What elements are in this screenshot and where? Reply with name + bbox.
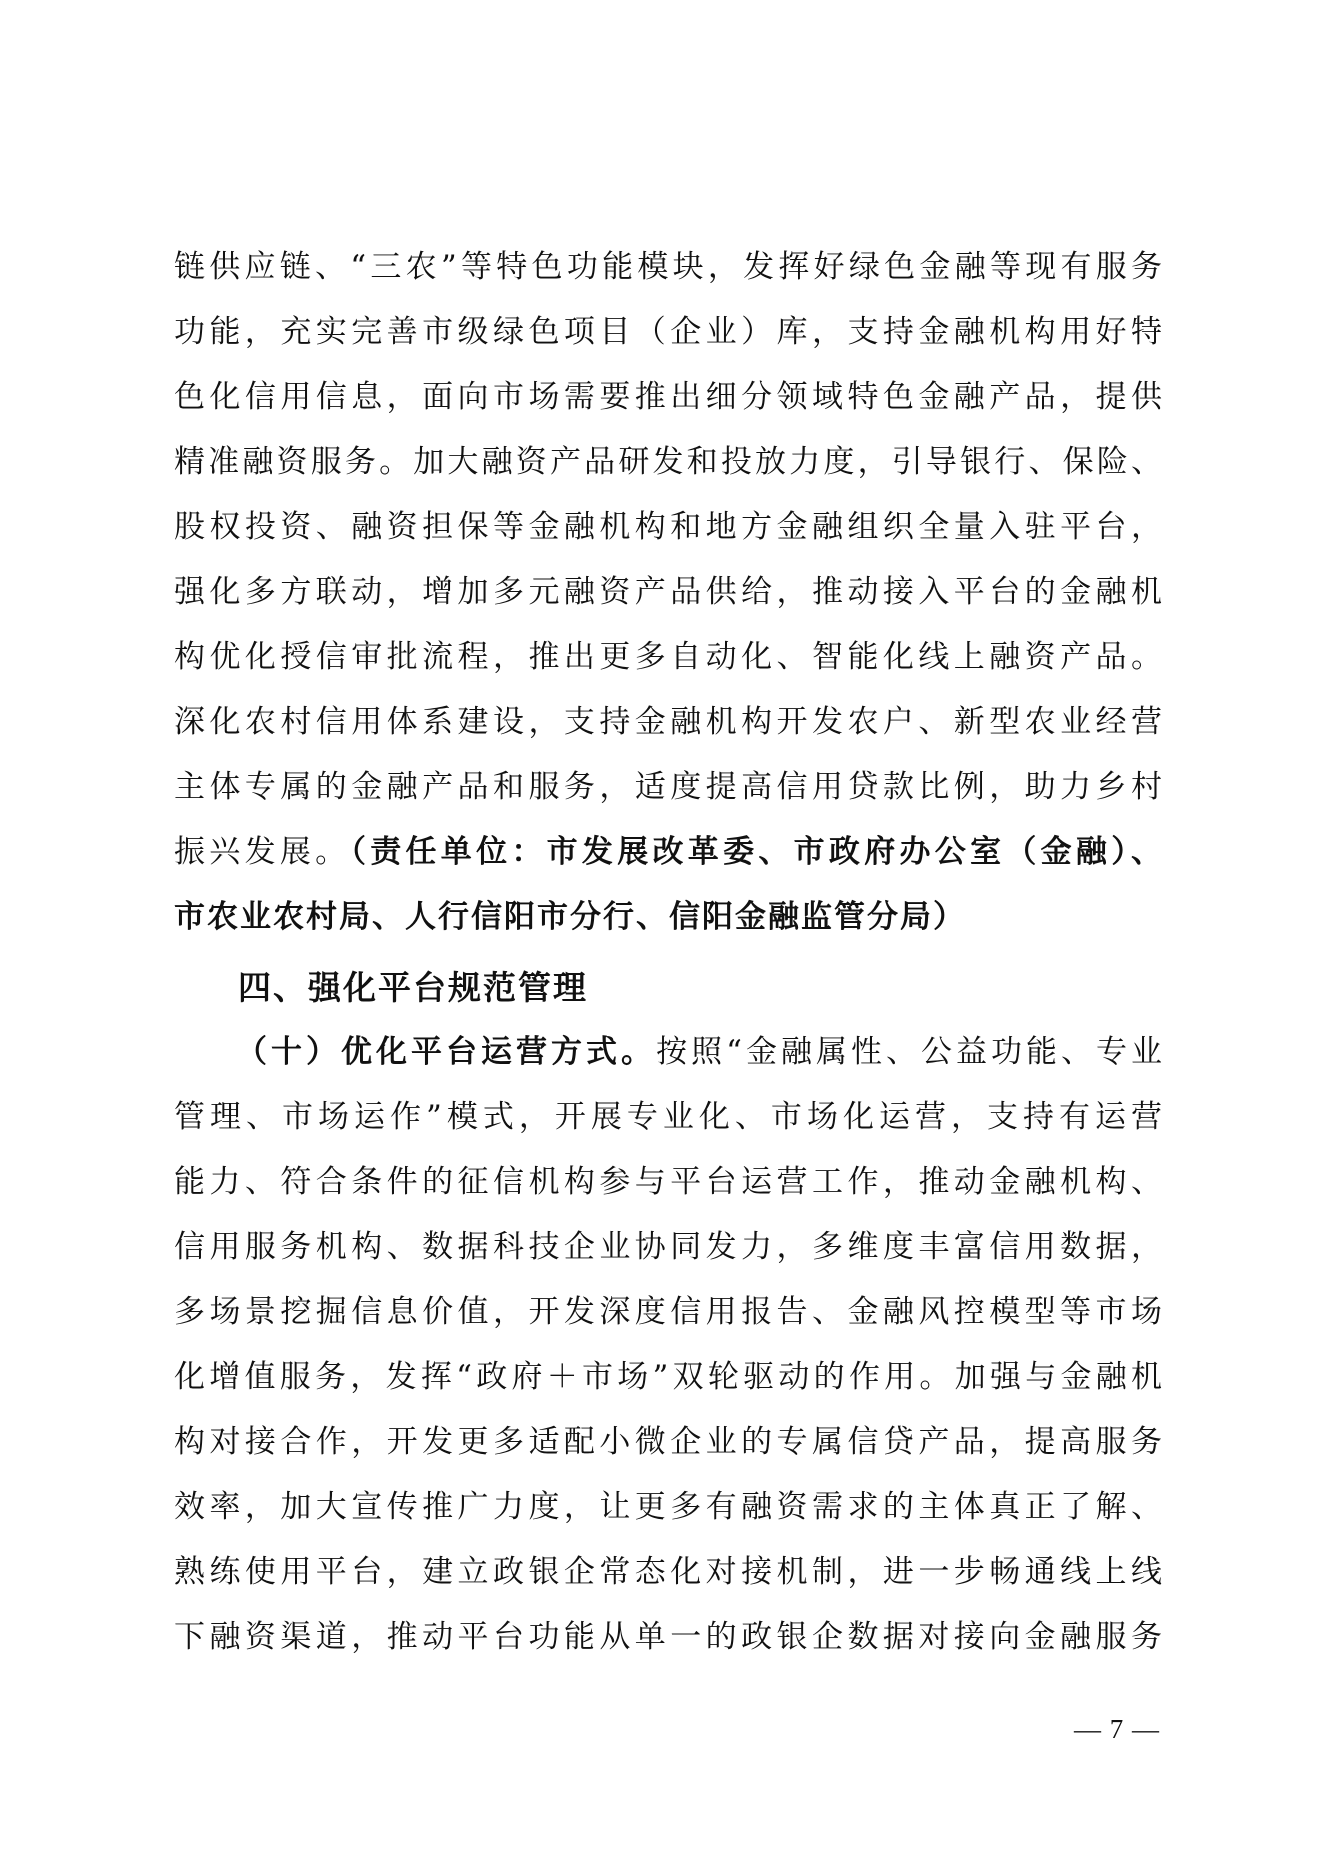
paragraph-body-1 xyxy=(174,235,1164,950)
responsibility-note-continued: 市农业农村局、人行信阳市分行、信阳金融监管分局） xyxy=(174,899,966,935)
text-line: 管理、市场运作”模式，开展专业化、市场化运营，支持有运营 xyxy=(174,1099,1164,1135)
text-line: 下融资渠道，推动平台功能从单一的政银企数据对接向金融服务 xyxy=(174,1619,1164,1655)
text-line: 链供应链、“三农”等特色功能模块，发挥好绿色金融等现有服务 xyxy=(174,249,1164,285)
text-line: 化增值服务，发挥“政府＋市场”双轮驱动的作用。加强与金融机 xyxy=(174,1359,1164,1395)
text-line: 多场景挖掘信息价值，开发深度信用报告、金融风控模型等市场 xyxy=(174,1294,1164,1330)
text-line: 效率，加大宣传推广力度，让更多有融资需求的主体真正了解、 xyxy=(174,1489,1164,1525)
page-number: — 7 — xyxy=(1074,1714,1160,1744)
text-line: 强化多方联动，增加多元融资产品供给，推动接入平台的金融机 xyxy=(174,574,1164,610)
text-line: 信用服务机构、数据科技企业协同发力，多维度丰富信用数据， xyxy=(174,1229,1164,1265)
text-line: 功能，充实完善市级绿色项目（企业）库，支持金融机构用好特 xyxy=(174,314,1164,350)
text-line: 熟练使用平台，建立政银企常态化对接机制，进一步畅通线上线 xyxy=(174,1554,1164,1590)
paragraph-body-2 xyxy=(174,1020,1164,1670)
text-line-lead xyxy=(174,1020,1164,1085)
text-line: 色化信用信息，面向市场需要推出细分领域特色金融产品，提供 xyxy=(174,379,1164,415)
section-heading: 四、强化平台规范管理 xyxy=(238,968,588,1007)
subsection-title: （十）优化平台运营方式。 xyxy=(236,1034,657,1070)
text-line-mixed xyxy=(174,820,1164,885)
text-line: 构优化授信审批流程，推出更多自动化、智能化线上融资产品。 xyxy=(174,639,1164,675)
text-line: 深化农村信用体系建设，支持金融机构开发农户、新型农业经营 xyxy=(174,704,1164,740)
responsibility-note: （责任单位：市发展改革委、市政府办公室（金融）、 xyxy=(350,834,1165,870)
text-line: 构对接合作，开发更多适配小微企业的专属信贷产品，提高服务 xyxy=(174,1424,1164,1460)
text-line: 精准融资服务。加大融资产品研发和投放力度，引导银行、保险、 xyxy=(174,444,1164,480)
text-segment: 振兴发展。 xyxy=(174,834,351,870)
text-segment: 按照“金融属性、公益功能、专业 xyxy=(656,1034,1165,1070)
text-line: 股权投资、融资担保等金融机构和地方金融组织全量入驻平台， xyxy=(174,509,1164,545)
text-line: 能力、符合条件的征信机构参与平台运营工作，推动金融机构、 xyxy=(174,1164,1164,1200)
text-line: 主体专属的金融产品和服务，适度提高信用贷款比例，助力乡村 xyxy=(174,769,1164,805)
